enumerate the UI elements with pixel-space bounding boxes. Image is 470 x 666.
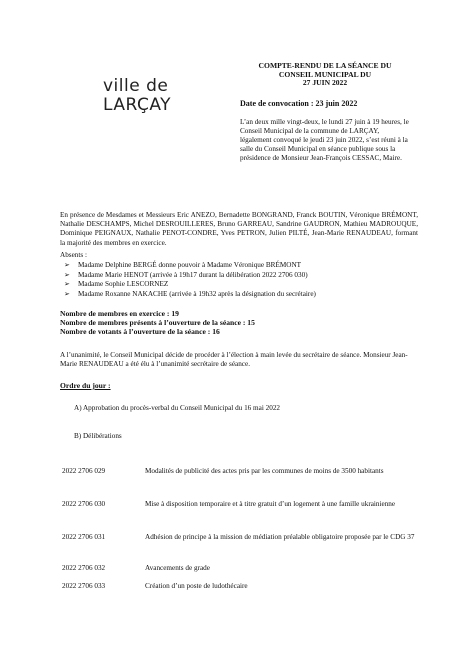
deliberation-text: Adhésion de principe à la mission de médiation préalable obligatoire proposée par le CDG 37 — [145, 533, 415, 541]
absent-text: Madame Marie HENOT (arrivée à 19h17 durant la délibération 2022 2706 030) — [78, 270, 308, 279]
count-members: Nombre de membres en exercice : 19 — [60, 309, 179, 318]
deliberation-id: 2022 2706 031 — [62, 533, 106, 541]
deliberation-text: Création d’un poste de ludothécaire — [145, 582, 248, 590]
absent-text: Madame Sophie LESCORNEZ — [78, 280, 169, 289]
list-item — [62, 271, 422, 281]
member-counts — [60, 309, 255, 337]
absents-label: Absents : — [60, 251, 87, 259]
deliberation-text: Mise à disposition temporaire et à titre gratuit d’un logement à une famille ukrainienne — [145, 500, 396, 508]
title-line1: COMPTE-RENDU DE LA SÉANCE DU — [258, 61, 392, 70]
deliberation-id: 2022 2706 030 — [62, 500, 106, 508]
arrow-bullet-icon: ➢ — [64, 280, 71, 289]
count-present: Nombre de membres présents à l’ouverture de la séance : 15 — [60, 318, 255, 328]
arrow-bullet-icon: ➢ — [64, 289, 71, 298]
intro-paragraph: L’an deux mille vingt-deux, le lundi 27 juin à 19 heures, le Conseil Municipal de la commune de LARÇAY, légalement convoqué le jeudi 23 juin 2022, s’est réuni à la salle du Conseil Municipal en séance publique sous la présidence de Monsieur Jean-François CESSAC, Maire. — [240, 118, 409, 162]
title-line3: 27 JUIN 2022 — [302, 78, 348, 88]
deliberation-text: Avancements de grade — [145, 564, 210, 572]
arrow-bullet-icon: ➢ — [64, 270, 71, 279]
convocation-date — [240, 99, 357, 108]
presence-paragraph: En présence de Mesdames et Messieurs Eric ANEZO, Bernadette BONGRAND, Franck BOUTIN, Véronique BRÉMONT, Nathalie DESCHAMPS, Michel DESROUILLERES, Bruno GARREAU, Sandrine GAUDRON, Mathieu MADROUQUE, Dominique PEIGNAUX, Nathalie PENOT-CONDRE, Yves PETRON, Julien PILTÉ, Jean-Marie RENAUDEAU, formant la majorité des membres en exercice. — [60, 211, 418, 247]
list-item — [62, 290, 422, 300]
list-item — [62, 261, 422, 271]
count-voters: Nombre de votants à l’ouverture de la séance : 16 — [60, 327, 220, 337]
deliberation-text: Modalités de publicité des actes pris par les communes de moins de 3500 habitants — [145, 467, 384, 475]
list-item — [62, 280, 422, 290]
convocation-value: 23 juin 2022 — [315, 99, 358, 108]
document-title — [240, 62, 410, 88]
arrow-bullet-icon: ➢ — [64, 261, 71, 269]
logo-line2: LARÇAY — [103, 95, 172, 115]
deliberation-id: 2022 2706 029 — [62, 467, 106, 475]
convocation-label: Date de convocation : — [240, 99, 314, 108]
absent-text: Madame Delphine BERGÉ donne pouvoir à Madame Véronique BRÉMONT — [78, 261, 302, 269]
town-logo — [103, 76, 173, 116]
deliberation-id: 2022 2706 033 — [62, 582, 106, 590]
agenda-title: Ordre du jour : — [60, 381, 111, 390]
title-line2: CONSEIL MUNICIPAL DU — [278, 69, 372, 79]
absents-list — [62, 261, 422, 299]
absent-text: Madame Roxanne NAKACHE (arrivée à 19h32 après la désignation du secrétaire) — [78, 289, 316, 298]
logo-line1: ville de — [103, 76, 169, 96]
agenda-section-a: A) Approbation du procès-verbal du Conseil Municipal du 16 mai 2022 — [74, 404, 281, 412]
agenda-section-b: B) Délibérations — [74, 432, 122, 440]
secretary-election-paragraph: A l’unanimité, le Conseil Municipal décide de procéder à l’élection à main levée du secrétaire de séance. Monsieur Jean-Marie RENAUDEAU a été élu à l’unanimité secrétaire de séance. — [60, 351, 408, 368]
deliberation-id: 2022 2706 032 — [62, 564, 106, 572]
